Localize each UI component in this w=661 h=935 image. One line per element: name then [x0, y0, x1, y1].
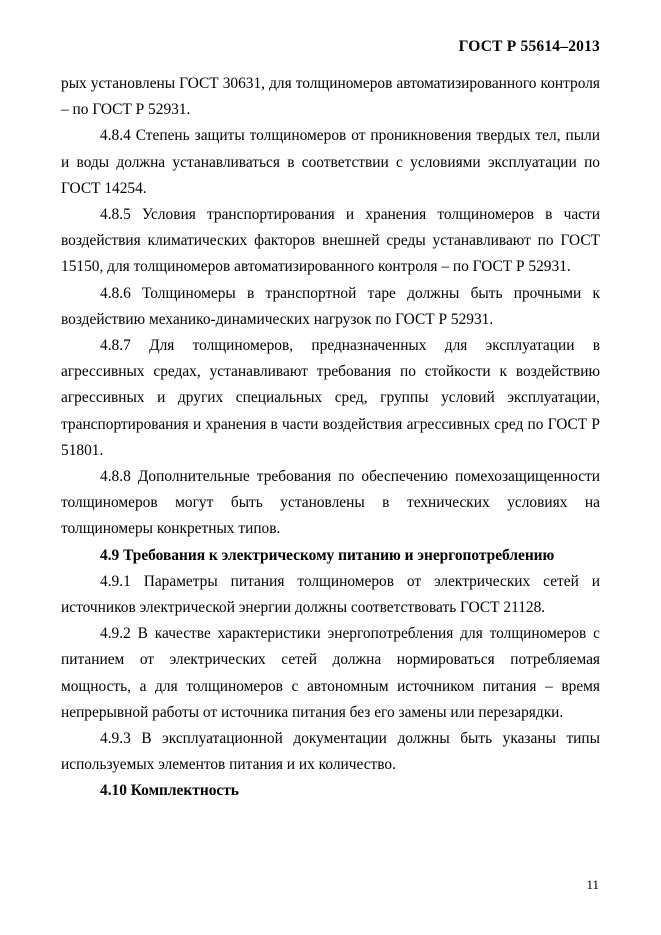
document-code-header: ГОСТ Р 55614–2013 — [458, 38, 600, 55]
paragraph-4-9-3: 4.9.3 В эксплуатационной документации должны быть указаны типы используемых элементов питания и их количество. — [61, 730, 600, 774]
section-heading-4-10: 4.10 Комплектность — [100, 782, 239, 800]
document-body — [61, 71, 600, 805]
paragraph-4-8-6: 4.8.6 Толщиномеры в транспортной таре должны быть прочными к воздействию механико-динамических нагрузок по ГОСТ Р 52931. — [61, 284, 600, 328]
paragraph-4-8-5: 4.8.5 Условия транспортирования и хранения толщиномеров в части воздействия климатических факторов внешней среды устанавливают по ГОСТ 15150, для толщиномеров автоматизированного контроля – по ГОСТ Р 52931. — [61, 206, 600, 276]
paragraph-4-8-4: 4.8.4 Степень защиты толщиномеров от проникновения твердых тел, пыли и воды должна устанавливаться в соответствии с условиями эксплуатации по ГОСТ 14254. — [61, 127, 600, 197]
paragraph-continuation: рых установлены ГОСТ 30631, для толщиномеров автоматизированного контроля – по ГОСТ Р 52931. — [61, 75, 600, 119]
paragraph-4-8-7: 4.8.7 Для толщиномеров, предназначенных для эксплуатации в агрессивных средах, устанавливают требования по стойкости к воздействию агрессивных и других специальных сред, группы условий эксплуатации, транспортирования и хранения в части воздействия агрессивных сред по ГОСТ Р 51801. — [61, 337, 600, 459]
page-number: 11 — [586, 877, 599, 892]
section-heading-4-9: 4.9 Требования к электрическому питанию и энергопотреблению — [100, 546, 555, 564]
paragraph-4-8-8: 4.8.8 Дополнительные требования по обеспечению помехозащищенности толщиномеров могут быть установлены в технических условиях на толщиномеры конкретных типов. — [61, 468, 600, 538]
paragraph-4-9-1: 4.9.1 Параметры питания толщиномеров от электрических сетей и источников электрической энергии должны соответствовать ГОСТ 21128. — [61, 572, 600, 617]
paragraph-4-9-2: 4.9.2 В качестве характеристики энергопотребления для толщиномеров с питанием от электрических сетей должна нормироваться потребляемая мощность, а для толщиномеров с автономным источником питания – время непрерывной работы от источника питания без его замены или перезарядки. — [61, 625, 600, 721]
